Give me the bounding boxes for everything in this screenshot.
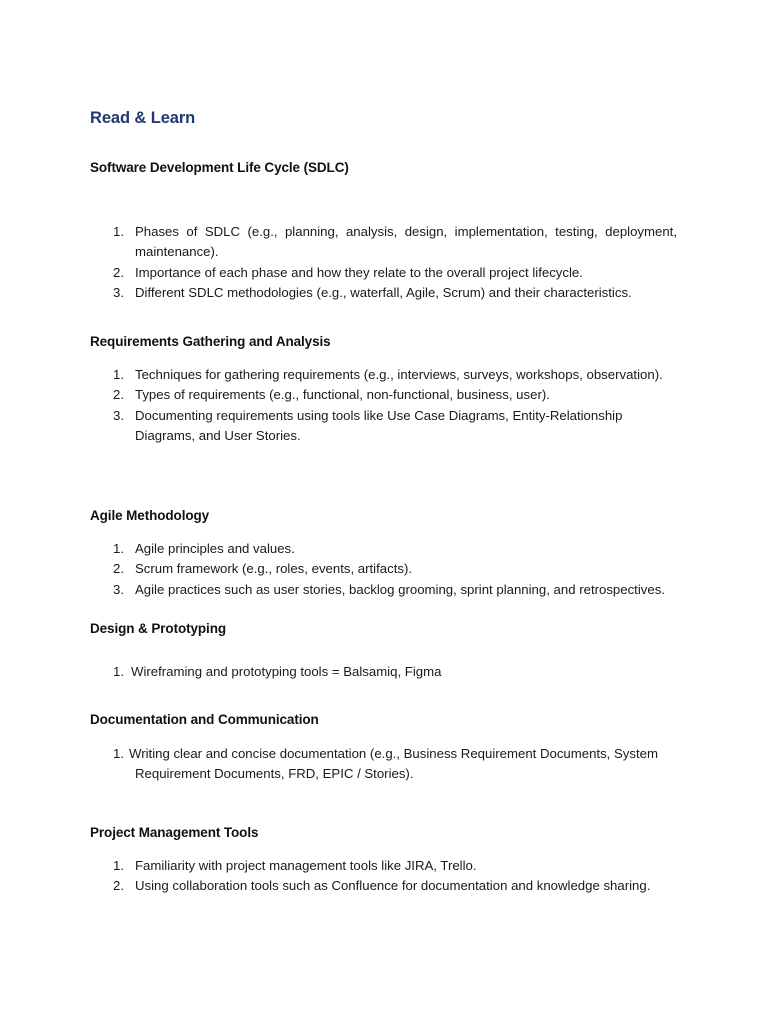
list-item: [90, 744, 677, 785]
list-item-text: Writing clear and concise documentation (e.g., Business Requirement Documents, System Requirement Documents, FRD, EPIC / Stories).: [129, 746, 658, 782]
list-item-number: 3.: [113, 407, 124, 423]
list-item-number: 2.: [113, 878, 124, 894]
list-item: [90, 365, 677, 385]
list-item: [90, 406, 677, 447]
list-item-number: 2.: [113, 387, 124, 403]
section-heading-sdlc: Software Development Life Cycle (SDLC): [90, 160, 349, 175]
list-item-number: 3.: [113, 581, 124, 597]
section-heading-design: Design & Prototyping: [90, 621, 226, 636]
list-item-text: Using collaboration tools such as Confluence for documentation and knowledge sharing.: [135, 878, 651, 894]
sdlc-list: [90, 222, 677, 304]
list-item-text: Scrum framework (e.g., roles, events, artifacts).: [135, 561, 413, 577]
list-item: [90, 283, 677, 303]
list-item: [90, 580, 677, 600]
pm-tools-list: [90, 856, 677, 897]
section-heading-requirements: Requirements Gathering and Analysis: [90, 334, 331, 349]
list-item-text: Techniques for gathering requirements (e.g., interviews, surveys, workshops, observation).: [135, 367, 663, 382]
agile-list: [90, 539, 677, 600]
list-item-number: 3.: [113, 285, 124, 301]
list-item-number: 1.: [113, 541, 124, 556]
design-list: [90, 662, 677, 682]
list-item: [90, 385, 677, 405]
list-item: [90, 876, 677, 896]
list-item-text: Familiarity with project management tools like JIRA, Trello.: [135, 858, 477, 873]
list-item-number: 2.: [113, 561, 124, 577]
list-item-number: 1.: [113, 224, 124, 239]
document-title: Read & Learn: [90, 109, 196, 127]
list-item: [90, 856, 677, 876]
list-item: [90, 539, 677, 559]
list-item-number: 1.: [113, 367, 124, 382]
list-item-text: Agile principles and values.: [135, 541, 295, 556]
list-item: [90, 559, 677, 579]
list-item-text: Importance of each phase and how they relate to the overall project lifecycle.: [135, 264, 583, 280]
list-item: [90, 222, 677, 263]
list-item: [90, 662, 677, 682]
list-item-number: 2.: [113, 264, 124, 280]
section-heading-pm-tools: Project Management Tools: [90, 825, 259, 840]
list-item-text: Wireframing and prototyping tools = Balsamiq, Figma: [131, 664, 442, 679]
list-item: [90, 263, 677, 283]
documentation-list: [90, 744, 677, 785]
list-item-text: Phases of SDLC (e.g., planning, analysis, design, implementation, testing, deployment, maintenance).: [135, 224, 677, 260]
requirements-list: [90, 365, 677, 447]
list-item-number: 1.: [113, 858, 124, 873]
list-item-text: Documenting requirements using tools like Use Case Diagrams, Entity-Relationship Diagrams, and User Stories.: [135, 407, 623, 444]
list-item-text: Types of requirements (e.g., functional, non-functional, business, user).: [135, 387, 550, 403]
list-item-number: 1.: [113, 746, 124, 761]
section-heading-agile: Agile Methodology: [90, 508, 210, 523]
list-item-text: Agile practices such as user stories, backlog grooming, sprint planning, and retrospectives.: [135, 581, 665, 597]
list-item-number: 1.: [113, 664, 124, 679]
section-heading-documentation: Documentation and Communication: [90, 712, 319, 727]
list-item-text: Different SDLC methodologies (e.g., waterfall, Agile, Scrum) and their characteristics.: [135, 285, 632, 301]
